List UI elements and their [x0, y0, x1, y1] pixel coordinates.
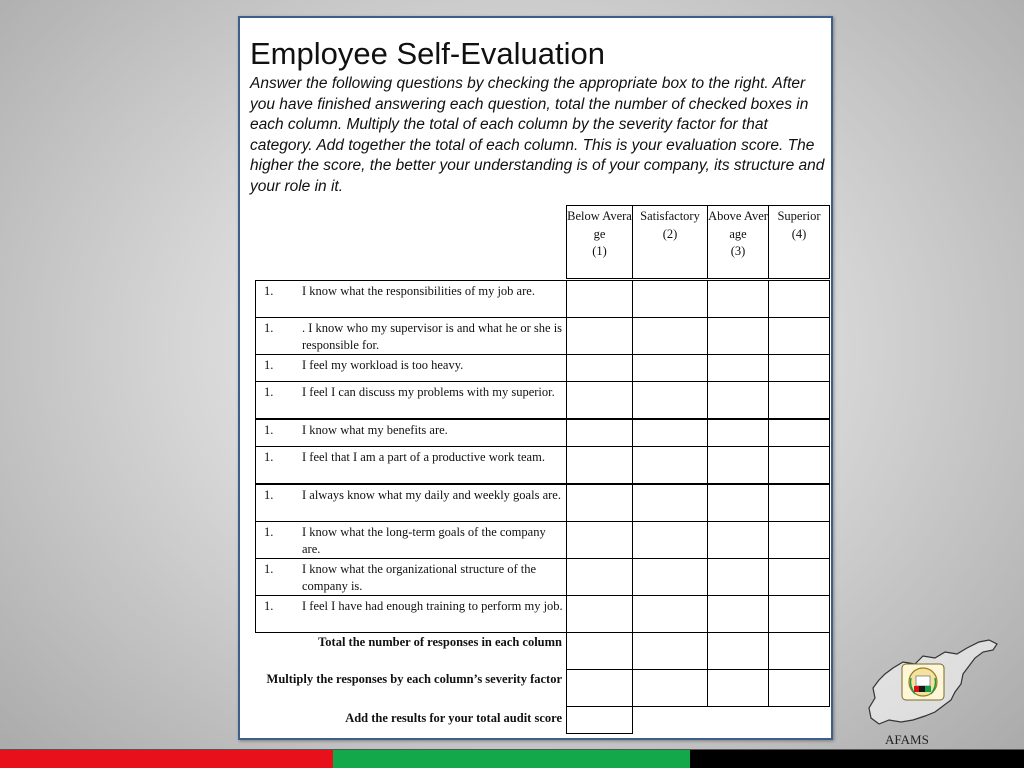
column-header [632, 205, 708, 279]
column-header [768, 205, 830, 279]
question-text: I feel I can discuss my problems with my superior. [302, 385, 555, 399]
rating-checkbox-cell[interactable] [768, 381, 830, 419]
question-number: 1. [264, 599, 274, 613]
column-header-label: Superior [777, 209, 821, 223]
question-number: 1. [264, 321, 274, 335]
column-total-cell[interactable] [632, 669, 708, 707]
afams-label: AFAMS [885, 732, 929, 747]
rating-checkbox-cell[interactable] [566, 354, 633, 382]
total-responses-label: Total the number of responses in each column [318, 635, 562, 649]
rating-checkbox-cell[interactable] [632, 317, 708, 355]
form-title: Employee Self-Evaluation [250, 36, 605, 71]
rating-checkbox-cell[interactable] [707, 354, 769, 382]
flag-band-red [0, 750, 333, 768]
rating-checkbox-cell[interactable] [768, 484, 830, 522]
question-label-cell [255, 446, 568, 484]
column-header-label: Above Average [708, 209, 768, 241]
question-number: 1. [264, 423, 274, 437]
rating-checkbox-cell[interactable] [768, 317, 830, 355]
total-audit-score-label: Add the results for your total audit score [345, 711, 562, 725]
rating-checkbox-cell[interactable] [707, 381, 769, 419]
question-text: I always know what my daily and weekly goals are. [302, 488, 561, 502]
rating-checkbox-cell[interactable] [707, 446, 769, 484]
question-label-cell [255, 280, 568, 318]
column-total-cell[interactable] [632, 632, 708, 670]
rating-checkbox-cell[interactable] [768, 595, 830, 633]
rating-checkbox-cell[interactable] [707, 280, 769, 318]
rating-checkbox-cell[interactable] [768, 280, 830, 318]
column-total-cell[interactable] [768, 632, 830, 670]
flag-band-green [333, 750, 690, 768]
column-header-label: Below Average [567, 209, 632, 241]
question-label-cell [255, 595, 568, 633]
rating-checkbox-cell[interactable] [566, 381, 633, 419]
column-total-cell[interactable] [707, 632, 769, 670]
question-text: I feel that I am a part of a productive work team. [302, 450, 545, 464]
question-text: I feel my workload is too heavy. [302, 358, 464, 372]
question-label-cell [255, 381, 568, 419]
rating-checkbox-cell[interactable] [566, 317, 633, 355]
rating-checkbox-cell[interactable] [632, 595, 708, 633]
question-text: . I know who my supervisor is and what he or she is responsible for. [302, 321, 563, 352]
column-severity-factor: (4) [791, 226, 807, 241]
rating-checkbox-cell[interactable] [566, 280, 633, 318]
column-total-cell[interactable] [707, 669, 769, 707]
rating-checkbox-cell[interactable] [566, 595, 633, 633]
rating-checkbox-cell[interactable] [707, 521, 769, 559]
rating-checkbox-cell[interactable] [768, 446, 830, 484]
rating-checkbox-cell[interactable] [768, 521, 830, 559]
rating-checkbox-cell[interactable] [768, 354, 830, 382]
question-text: I know what the organizational structure of the company is. [302, 562, 537, 593]
rating-checkbox-cell[interactable] [707, 558, 769, 596]
rating-checkbox-cell[interactable] [632, 280, 708, 318]
question-text: I know what my benefits are. [302, 423, 448, 437]
question-label-cell [255, 354, 568, 382]
question-label-cell [255, 558, 568, 596]
question-label-cell [255, 317, 568, 355]
flag-band-black [690, 750, 1024, 768]
rating-checkbox-cell[interactable] [707, 419, 769, 447]
question-number: 1. [264, 385, 274, 399]
column-severity-factor: (2) [662, 226, 678, 241]
afams-emblem-icon [902, 664, 944, 700]
question-text: I feel I have had enough training to perform my job. [302, 599, 563, 613]
column-header [566, 205, 633, 279]
rating-checkbox-cell[interactable] [632, 521, 708, 559]
rating-checkbox-cell[interactable] [632, 419, 708, 447]
rating-checkbox-cell[interactable] [768, 419, 830, 447]
question-number: 1. [264, 488, 274, 502]
column-total-cell[interactable] [566, 632, 633, 670]
question-number: 1. [264, 450, 274, 464]
question-number: 1. [264, 284, 274, 298]
rating-checkbox-cell[interactable] [566, 558, 633, 596]
question-label-cell [255, 419, 568, 447]
afghanistan-map-icon [865, 636, 1001, 736]
evaluation-form-card [238, 16, 833, 740]
column-total-cell[interactable] [768, 669, 830, 707]
column-total-cell[interactable] [566, 669, 633, 707]
rating-checkbox-cell[interactable] [566, 419, 633, 447]
question-text: I know what the responsibilities of my job are. [302, 284, 535, 298]
rating-checkbox-cell[interactable] [707, 317, 769, 355]
rating-checkbox-cell[interactable] [707, 595, 769, 633]
rating-checkbox-cell[interactable] [566, 521, 633, 559]
column-header [707, 205, 769, 279]
form-instructions: Answer the following questions by checking the appropriate box to the right. After you have finished answering each question, total the number of checked boxes in each column. Multiply the total of each column by the severity factor for that category. Add together the total of each column. This is your evaluation score. The higher the score, the better your understanding is of your company, its structure and your role in it. [250, 75, 825, 195]
rating-checkbox-cell[interactable] [632, 484, 708, 522]
question-label-cell [255, 484, 568, 522]
rating-checkbox-cell[interactable] [566, 446, 633, 484]
question-number: 1. [264, 562, 274, 576]
question-number: 1. [264, 525, 274, 539]
rating-checkbox-cell[interactable] [632, 354, 708, 382]
multiply-severity-label: Multiply the responses by each column’s severity factor [266, 672, 562, 686]
rating-checkbox-cell[interactable] [566, 484, 633, 522]
rating-checkbox-cell[interactable] [768, 558, 830, 596]
question-text: I know what the long-term goals of the company are. [302, 525, 546, 556]
rating-checkbox-cell[interactable] [632, 446, 708, 484]
rating-checkbox-cell[interactable] [632, 381, 708, 419]
column-severity-factor: (1) [592, 244, 607, 258]
column-severity-factor: (3) [730, 244, 746, 258]
rating-checkbox-cell[interactable] [632, 558, 708, 596]
column-header-label: Satisfactory [640, 209, 700, 223]
total-score-cell[interactable] [566, 706, 633, 734]
question-number: 1. [264, 358, 274, 372]
rating-checkbox-cell[interactable] [707, 484, 769, 522]
question-label-cell [255, 521, 568, 559]
